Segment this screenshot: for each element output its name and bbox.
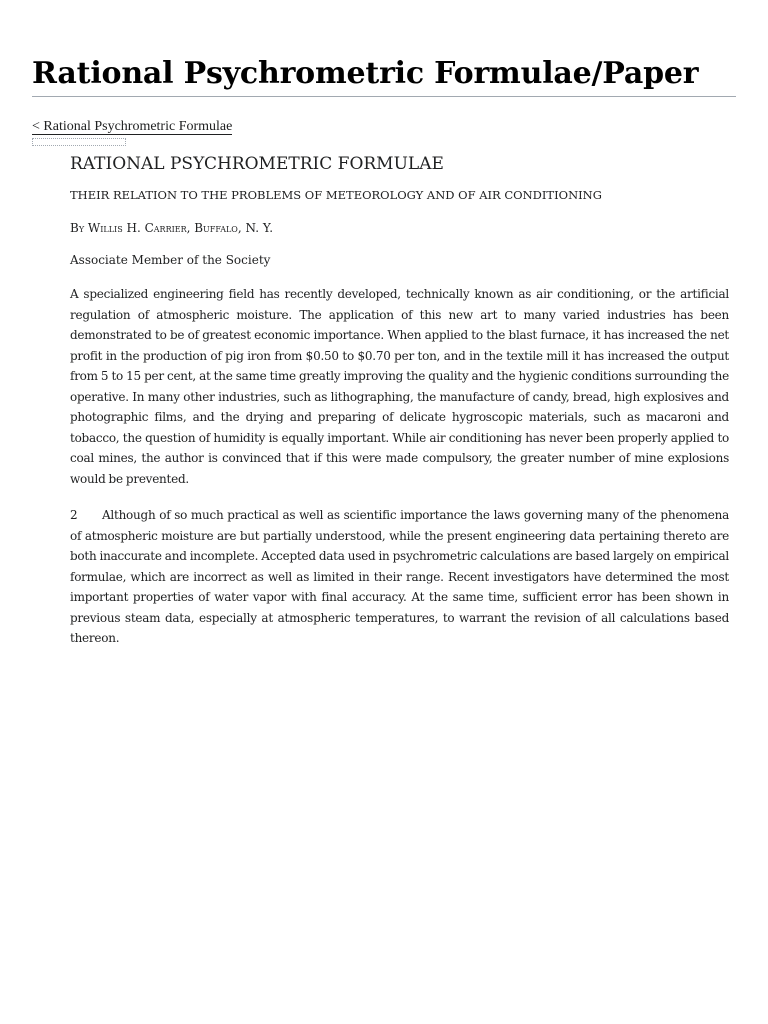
- title-divider: [32, 96, 736, 97]
- page-title: Rational Psychrometric Formulae/Paper: [32, 56, 699, 91]
- document-subheading: THEIR RELATION TO THE PROBLEMS OF METEOROLOGY AND OF AIR CONDITIONING: [70, 188, 602, 202]
- paragraph-number: 2: [70, 508, 78, 522]
- back-link-parent-work[interactable]: < Rational Psychrometric Formulae: [32, 119, 233, 134]
- paragraph-text: A specialized engineering field has recently developed, technically known as air conditioning, or the artificial regulation of atmospheric moisture. The application of this new art to many varied industries has been demonstrated to be of greatest economic importance. When applied to the blast furnace, it has increased the net profit in the production of pig iron from $0.50 to $0.70 per ton, and in the textile mill it has increased the output from 5 to 15 per cent, at the same time greatly improving the quality and the hygienic conditions surrounding the operative. In many other industries, such as lithographing, the manufacture of candy, bread, high explosives and photographic films, and the drying and preparing of delicate hygroscopic materials, such as macaroni and tobacco, the question of humidity is equally important. While air conditioning has never been properly applied to coal mines, the author is convinced that if this were made compulsory, the greater number of mine explosions would be prevented.: [70, 287, 729, 486]
- paragraph-1: [70, 284, 729, 489]
- document-body: [70, 152, 729, 649]
- author-byline: By Willis H. Carrier, Buffalo, N. Y.: [70, 221, 274, 235]
- document-heading: RATIONAL PSYCHROMETRIC FORMULAE: [70, 154, 444, 174]
- paragraph-2: [70, 505, 729, 649]
- paragraph-text: Although of so much practical as well as scientific importance the laws governing many of the phenomena of atmospheric moisture are but partially understood, while the present engineering data pertaining thereto are both inaccurate and incomplete. Accepted data used in psychrometric calculations are based largely on empirical formulae, which are incorrect as well as limited in their range. Recent investigators have determined the most important properties of water vapor with final accuracy. At the same time, sufficient error has been shown in previous steam data, especially at atmospheric temperatures, to warrant the revision of all calculations based thereon.: [70, 508, 729, 645]
- breadcrumb: [32, 119, 736, 135]
- header-placeholder-box: [32, 138, 126, 146]
- author-affiliation: Associate Member of the Society: [70, 253, 271, 267]
